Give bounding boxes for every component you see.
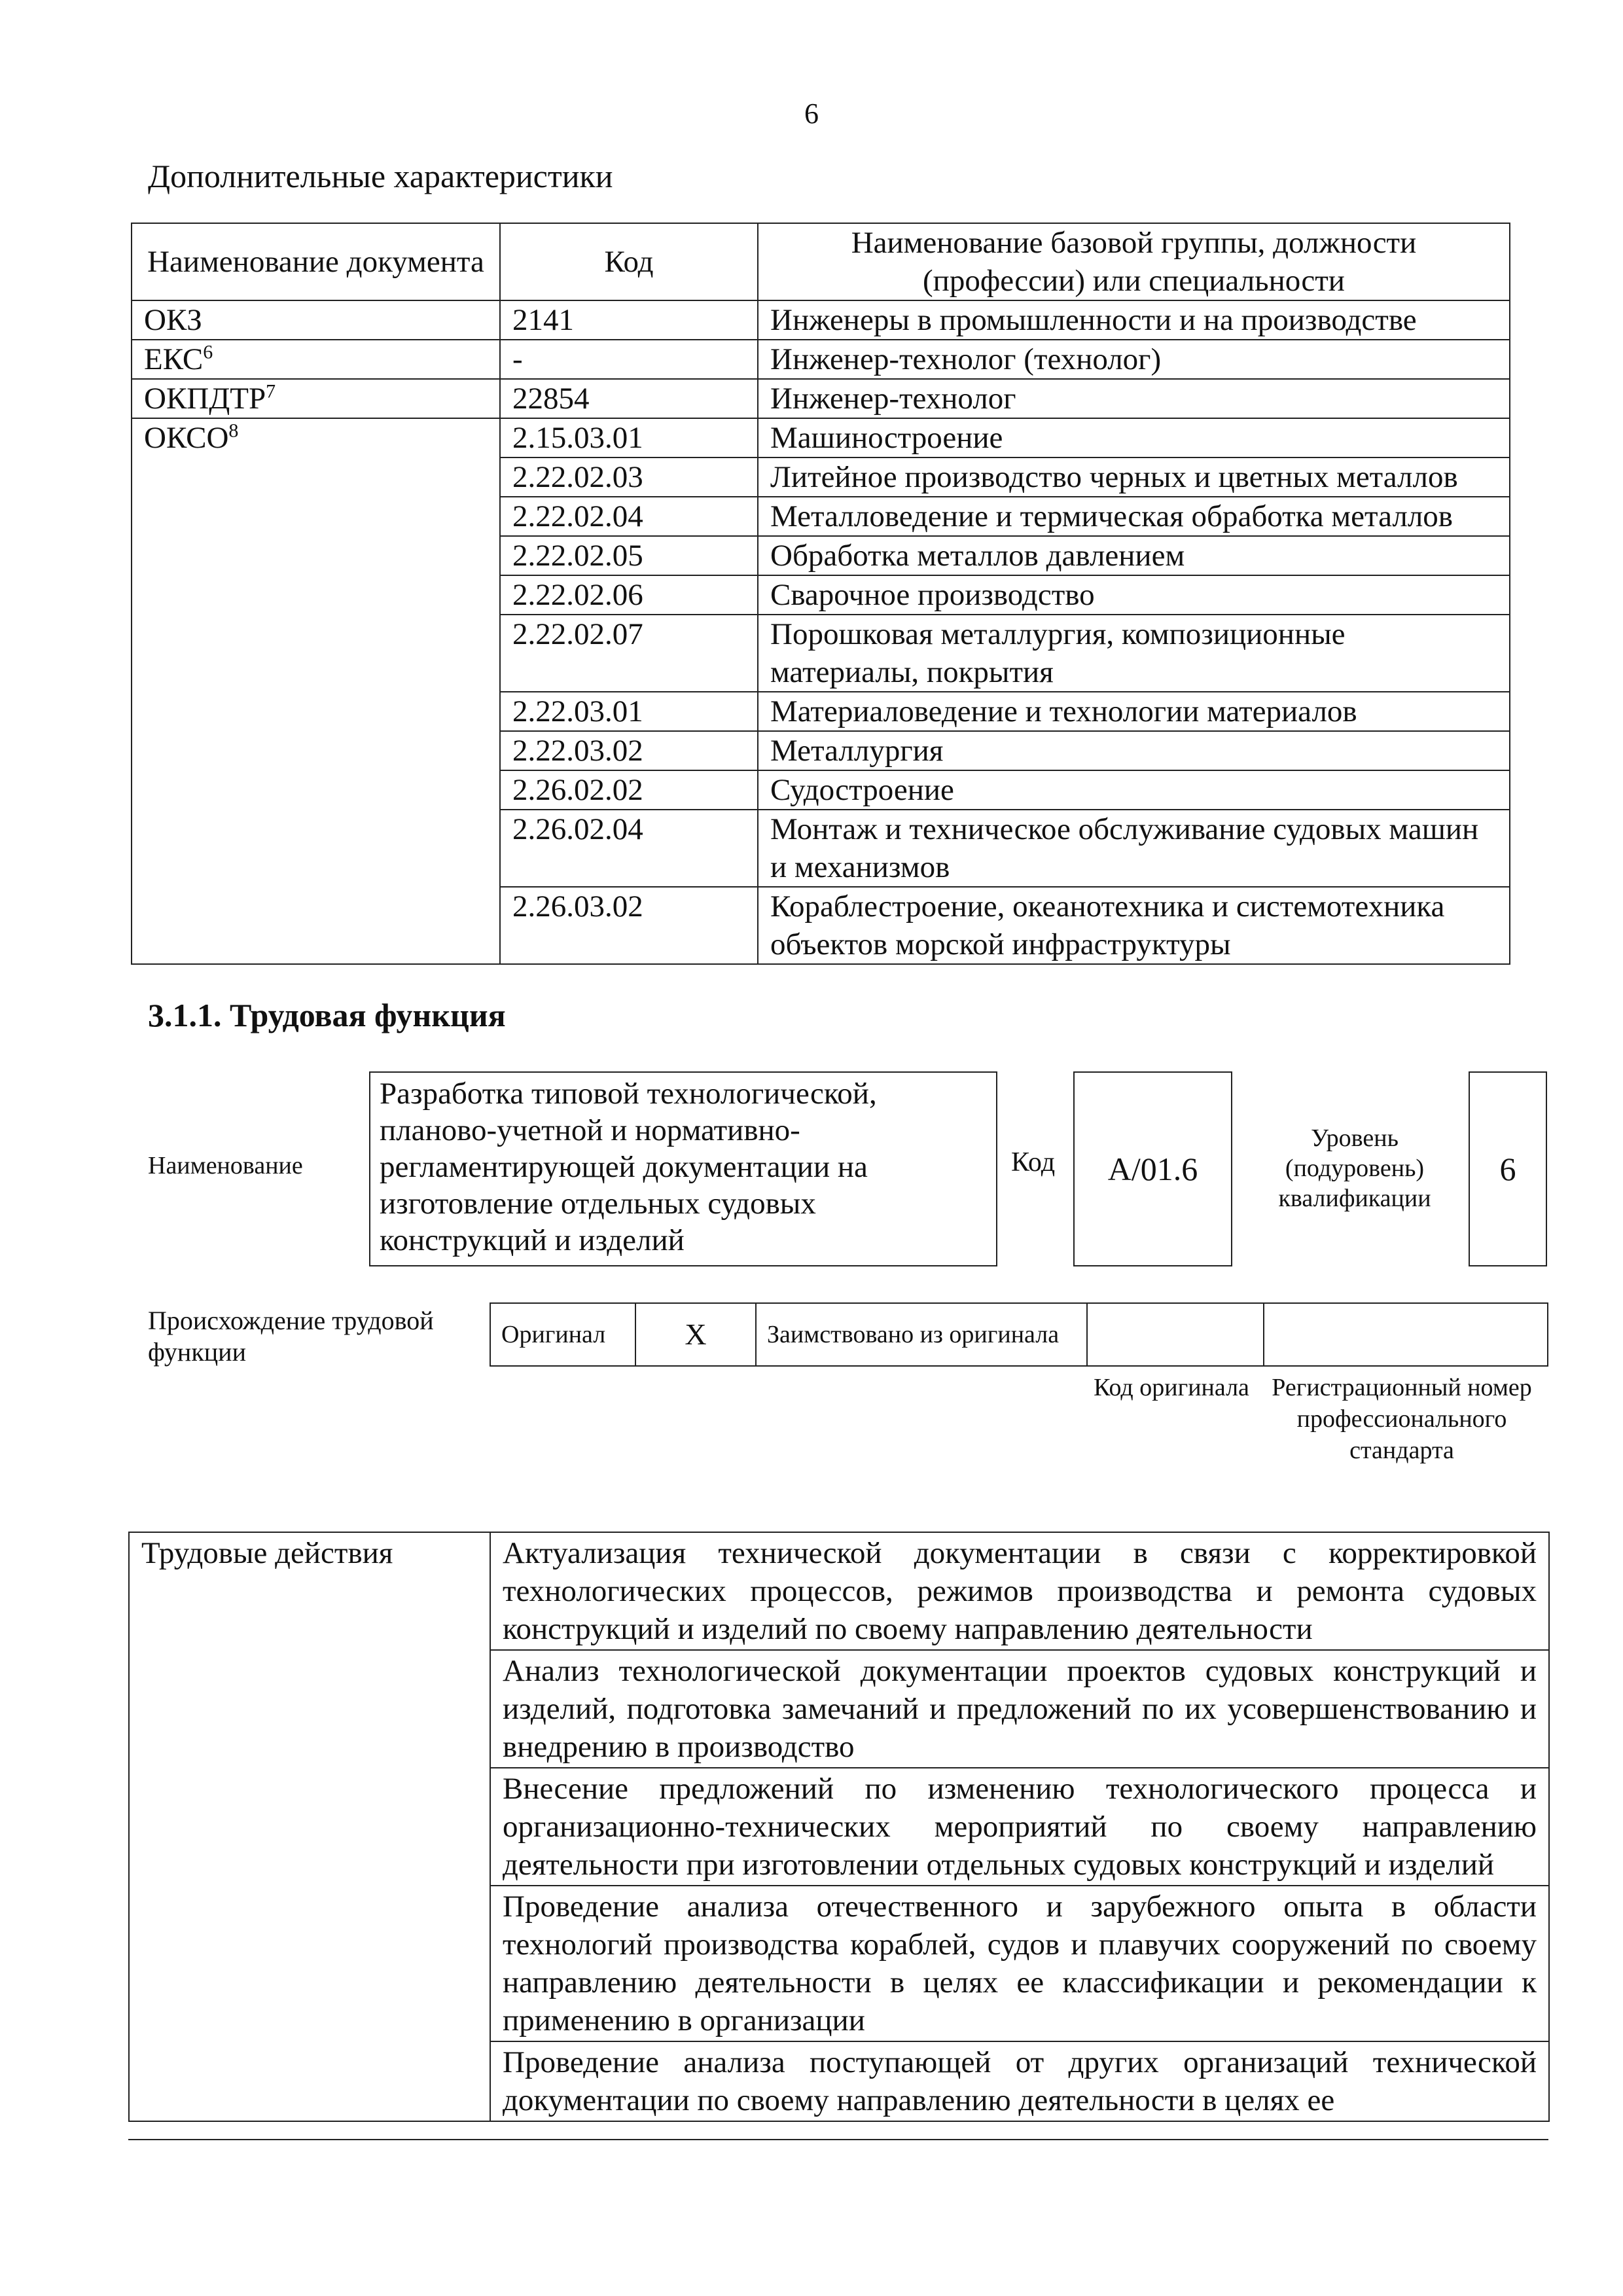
original-mark: X — [635, 1303, 756, 1366]
registration-number-cell — [1264, 1303, 1548, 1366]
okso-name-cell: Монтаж и техническое обслуживание судовых машин и механизмов — [758, 810, 1510, 887]
original-label: Оригинал — [490, 1303, 635, 1366]
qualification-level-box: 6 — [1469, 1071, 1547, 1266]
footnote-ref: 6 — [203, 341, 213, 363]
header-group: Наименование базовой группы, должности (профессии) или специальности — [758, 223, 1510, 300]
qualification-level-label: Уровень (подуровень) квалификации — [1278, 1124, 1431, 1212]
okso-code-cell: 2.22.02.05 — [500, 536, 758, 575]
okso-code-cell: 2.26.02.04 — [500, 810, 758, 887]
name-cell: Инженер-технолог (технолог) — [758, 340, 1510, 379]
document-cell — [132, 300, 500, 340]
okso-code-cell: 2.22.03.02 — [500, 731, 758, 770]
labor-action-row — [129, 1532, 1549, 1650]
document-name: ОКСО — [144, 421, 229, 455]
characteristics-table — [131, 223, 1510, 965]
function-name-box: Разработка типовой технологической, планово-учетной и нормативно-регламентирующей документации на изготовление отдельных судовых конструкций и изделий — [369, 1071, 997, 1266]
okso-name-cell: Кораблестроение, океанотехника и системотехника объектов морской инфраструктуры — [758, 887, 1510, 964]
document-name: ЕКС — [144, 342, 204, 376]
labor-action-text: Проведение анализа отечественного и зарубежного опыта в области технологий производства кораблей, судов и плавучих сооружений по своему направлению деятельности в целях ее классификации и рекомендации к применению в организации — [490, 1886, 1549, 2041]
okso-code-cell: 2.22.03.01 — [500, 692, 758, 731]
okso-name-cell: Металловедение и термическая обработка металлов — [758, 497, 1510, 536]
characteristics-header-row — [132, 223, 1510, 300]
okso-code-cell: 2.22.02.07 — [500, 615, 758, 692]
name-label: Наименование — [148, 1152, 303, 1179]
labor-actions-label: Трудовые действия — [129, 1532, 490, 2121]
characteristics-row — [132, 379, 1510, 418]
registration-number-caption: Регистрационный номер профессионального стандарта — [1272, 1374, 1532, 1464]
header-code: Код — [500, 223, 758, 300]
function-code-box: А/01.6 — [1073, 1071, 1232, 1266]
origin-table — [490, 1302, 1548, 1367]
characteristics-row — [132, 300, 1510, 340]
name-cell: Инженер-технолог — [758, 379, 1510, 418]
okso-name-cell: Материаловедение и технологии материалов — [758, 692, 1510, 731]
header-document: Наименование документа — [132, 223, 500, 300]
okso-code-cell: 2.22.02.06 — [500, 575, 758, 615]
labor-function-heading: 3.1.1. Трудовая функция — [148, 997, 506, 1033]
code-cell: - — [500, 340, 758, 379]
okso-name-cell: Металлургия — [758, 731, 1510, 770]
code-cell: 22854 — [500, 379, 758, 418]
okso-name-cell: Судостроение — [758, 770, 1510, 810]
footnote-ref: 8 — [228, 420, 239, 442]
original-code-cell — [1087, 1303, 1264, 1366]
okso-code-cell: 2.26.03.02 — [500, 887, 758, 964]
okso-name-cell: Порошковая металлургия, композиционные материалы, покрытия — [758, 615, 1510, 692]
okso-row — [132, 418, 1510, 457]
name-cell: Инженеры в промышленности и на производстве — [758, 300, 1510, 340]
characteristics-row — [132, 340, 1510, 379]
okso-name-cell: Сварочное производство — [758, 575, 1510, 615]
okso-code-cell: 2.15.03.01 — [500, 418, 758, 457]
document-cell — [132, 340, 500, 379]
origin-label: Происхождение трудовой функции — [148, 1306, 434, 1367]
code-cell: 2141 — [500, 300, 758, 340]
footnote-ref: 7 — [266, 380, 276, 403]
okso-code-cell: 2.26.02.02 — [500, 770, 758, 810]
document-name: ОКПДТР — [144, 382, 266, 416]
okso-name-cell: Литейное производство черных и цветных металлов — [758, 457, 1510, 497]
page-number: 6 — [804, 98, 819, 130]
labor-action-text: Актуализация технической документации в связи с корректировкой технологических процессов, режимов производства и ремонта судовых конструкций и изделий по своему направлению деятельности — [490, 1532, 1549, 1650]
code-label: Код — [1011, 1147, 1056, 1177]
okso-name-cell: Машиностроение — [758, 418, 1510, 457]
labor-action-text: Внесение предложений по изменению технологического процесса и организационно-технических мероприятий по своему направлению деятельности при изготовлении отдельных судовых конструкций и изделий — [490, 1768, 1549, 1886]
okso-code-cell: 2.22.02.04 — [500, 497, 758, 536]
labor-actions-table — [128, 1532, 1550, 2122]
okso-code-cell: 2.22.02.03 — [500, 457, 758, 497]
okso-name-cell: Обработка металлов давлением — [758, 536, 1510, 575]
borrowed-label: Заимствовано из оригинала — [756, 1303, 1087, 1366]
section-title: Дополнительные характеристики — [148, 158, 613, 194]
document-name: ОКЗ — [144, 303, 202, 337]
document-cell — [132, 379, 500, 418]
labor-action-text: Анализ технологической документации проектов судовых конструкций и изделий, подготовка замечаний и предложений по их усовершенствованию и внедрению в производство — [490, 1650, 1549, 1768]
document-cell — [132, 418, 500, 964]
page-bottom-rule — [128, 2139, 1548, 2140]
labor-action-text: Проведение анализа поступающей от других организаций технической документации по своему направлению деятельности в целях ее — [490, 2041, 1549, 2121]
code-original-caption: Код оригинала — [1094, 1374, 1249, 1401]
